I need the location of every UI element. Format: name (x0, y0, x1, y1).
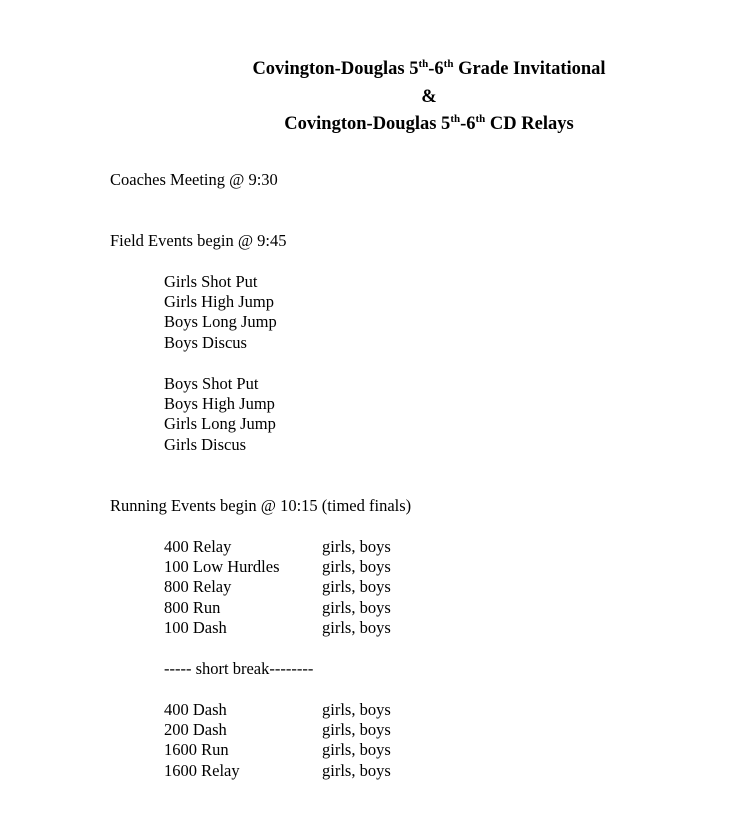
running-event-name: 400 Relay (164, 537, 232, 556)
running-event-name: 100 Dash (164, 618, 227, 637)
field-event-item: Girls High Jump (164, 292, 275, 311)
running-event-divisions: girls, boys (322, 598, 391, 617)
field-event-item: Girls Discus (164, 435, 247, 454)
running-event-divisions: girls, boys (322, 740, 391, 759)
running-event-divisions: girls, boys (322, 700, 391, 719)
title-line-1-superscript: th (443, 58, 454, 70)
title-line-1-text: Grade Invitational (453, 59, 606, 79)
running-event-divisions: girls, boys (322, 761, 391, 780)
field-event-item: Girls Long Jump (164, 414, 276, 433)
running-event-name: 800 Run (164, 598, 221, 617)
field-event-item: Boys High Jump (164, 394, 275, 413)
field-event-item: Boys Long Jump (164, 312, 277, 331)
title-line-1 (0, 56, 750, 84)
running-event-name: 800 Relay (164, 577, 232, 596)
running-event-divisions: girls, boys (322, 720, 391, 739)
running-event-name: 100 Low Hurdles (164, 557, 280, 576)
document-title (0, 56, 750, 139)
title-line-2-text: -6 (460, 114, 476, 134)
running-event-name: 400 Dash (164, 700, 227, 719)
title-line-1-text: Covington-Douglas 5 (252, 59, 419, 79)
title-line-2-superscript: th (450, 113, 461, 125)
title-line-1-superscript: th (418, 58, 429, 70)
field-event-item: Boys Discus (164, 333, 247, 352)
running-event-divisions: girls, boys (322, 537, 391, 556)
title-line-2 (0, 111, 750, 139)
running-event-divisions: girls, boys (322, 557, 391, 576)
running-event-divisions: girls, boys (322, 577, 391, 596)
field-events-heading: Field Events begin @ 9:45 (110, 231, 287, 250)
title-line-2-text: Covington-Douglas 5 (284, 114, 451, 134)
title-line-1-text: -6 (428, 59, 444, 79)
running-event-name: 1600 Run (164, 740, 229, 759)
title-line-2-superscript: th (475, 113, 486, 125)
title-ampersand: & (421, 86, 437, 107)
title-line-2-text: CD Relays (485, 114, 574, 134)
running-event-name: 200 Dash (164, 720, 227, 739)
coaches-meeting: Coaches Meeting @ 9:30 (110, 170, 278, 189)
running-event-divisions: girls, boys (322, 618, 391, 637)
running-event-name: 1600 Relay (164, 761, 240, 780)
field-event-item: Girls Shot Put (164, 272, 258, 291)
running-events-heading: Running Events begin @ 10:15 (timed finals) (110, 496, 412, 515)
field-event-item: Boys Shot Put (164, 374, 259, 393)
short-break-divider: ----- short break-------- (164, 659, 314, 678)
